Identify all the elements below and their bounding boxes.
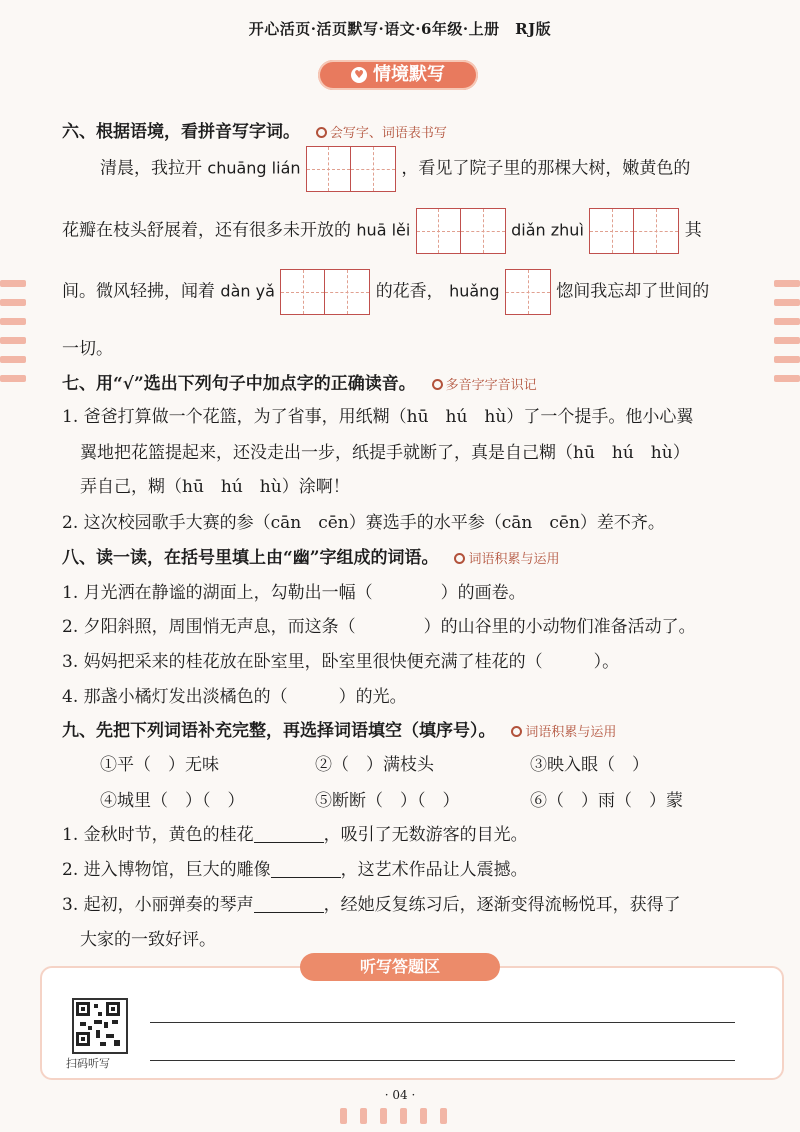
answer-box[interactable] (505, 269, 551, 315)
pinyin: diǎn zhuì (511, 220, 584, 240)
qr-code-label: 扫码听写 (66, 1057, 110, 1070)
section-9-title (62, 716, 616, 741)
s6-line-3 (62, 269, 709, 315)
side-tab (0, 375, 26, 382)
side-tab (0, 356, 26, 363)
writing-line-1[interactable] (150, 1022, 735, 1023)
banner-label: 情境默写 (373, 64, 445, 85)
bottom-tab (440, 1108, 447, 1124)
s6-line-1 (100, 146, 690, 192)
section-9-title-text: 九、先把下列词语补充完整，再选择词语填空（填序号）。 (62, 721, 496, 741)
pinyin: chuāng lián (207, 158, 301, 178)
page-number: · 04 · (384, 1088, 416, 1102)
s9-q2 (62, 855, 528, 880)
s9-q3-cont: 大家的一致好评。 (80, 930, 216, 950)
side-tab (0, 337, 26, 344)
side-tab (774, 375, 800, 382)
s9-q1 (62, 820, 528, 845)
answer-blank[interactable] (271, 876, 341, 878)
side-tab (0, 280, 26, 287)
s8-q4: 4. 那盏小橘灯发出淡橘色的（ ）的光。 (62, 687, 407, 707)
section-banner (318, 60, 478, 90)
word-2: ②（ ）满枝头 (315, 755, 434, 775)
word-6: ⑥（ ）雨（ ）蒙 (530, 791, 683, 811)
text: 其 (684, 220, 702, 241)
text: 清晨，我拉开 (100, 158, 202, 179)
bottom-tab (400, 1108, 407, 1124)
side-tab (774, 280, 800, 287)
section-6-title-text: 六、根据语境，看拼音写字词。 (62, 122, 300, 142)
bottom-tab (380, 1108, 387, 1124)
answer-blank[interactable] (254, 911, 324, 913)
answer-blank[interactable] (254, 841, 324, 843)
answer-box[interactable] (416, 208, 506, 254)
s7-q2: 2. 这次校园歌手大赛的参（cān cēn）赛选手的水平参（cān cēn）差不齐。 (62, 513, 665, 533)
section-7-title-text: 七、用“√”选出下列句子中加点字的正确读音。 (62, 374, 416, 394)
section-7-title (62, 369, 537, 394)
section-9-tag (511, 725, 616, 740)
tag-icon (454, 553, 465, 564)
tag-text: 会写字、词语表书写 (329, 126, 447, 141)
text: 2. 进入博物馆，巨大的雕像 (62, 860, 271, 880)
tag-text: 多音字字音识记 (445, 378, 537, 393)
bottom-tab (340, 1108, 347, 1124)
section-7-tag (432, 378, 537, 393)
section-8-tag (454, 552, 559, 567)
answer-box[interactable] (280, 269, 370, 315)
s6-line-2 (62, 208, 702, 254)
s8-q2: 2. 夕阳斜照，周围悄无声息，而这条（ ）的山谷里的小动物们准备活动了。 (62, 617, 696, 637)
text: 的花香， (375, 281, 444, 302)
listening-answer-area (40, 966, 784, 1080)
pinyin: huā lěi (356, 220, 411, 240)
word-1: ①平（ ）无味 (100, 755, 219, 775)
bottom-tab (360, 1108, 367, 1124)
heart-icon: ♥ (351, 67, 367, 83)
answer-box[interactable] (589, 208, 679, 254)
s7-q1-line-1: 1. 爸爸打算做一个花篮，为了省事，用纸糊（hū hú hù）了一个提手。他小心翼 (62, 407, 694, 427)
page-header: 开心活页·活页默写·语文·6年级·上册 RJ版 (248, 20, 552, 38)
word-4: ④城里（ ）（ ） (100, 791, 245, 811)
side-tab (774, 299, 800, 306)
writing-line-2[interactable] (150, 1060, 735, 1061)
qr-code-graphic (74, 1000, 122, 1048)
tag-icon (316, 127, 327, 138)
word-5: ⑤断断（ ）（ ） (315, 791, 460, 811)
side-tab (774, 356, 800, 363)
text: ，看见了院子里的那棵大树，嫩黄色的 (401, 158, 691, 179)
tag-icon (511, 726, 522, 737)
text: ，经她反复练习后，逐渐变得流畅悦耳，获得了 (323, 895, 681, 915)
bottom-tab (420, 1108, 427, 1124)
s7-q1-line-3: 弄自己，糊（hū hú hù）涂啊！ (80, 477, 350, 497)
side-tab (774, 337, 800, 344)
qr-code-icon[interactable] (72, 998, 128, 1054)
text: 3. 起初，小丽弹奏的琴声 (62, 895, 254, 915)
s7-q1-line-2: 翼地把花篮提起来，还没走出一步，纸提手就断了，真是自己糊（hū hú hù） (80, 443, 690, 463)
text: 1. 金秋时节，黄色的桂花 (62, 825, 254, 845)
tag-text: 词语积累与运用 (468, 552, 560, 567)
pinyin: dàn yǎ (220, 281, 275, 301)
text: 惚间我忘却了世间的 (556, 281, 710, 302)
section-6-title (62, 117, 447, 142)
answer-box[interactable] (306, 146, 396, 192)
text: ，吸引了无数游客的目光。 (323, 825, 528, 845)
side-tab (0, 299, 26, 306)
side-tab (0, 318, 26, 325)
s8-q3: 3. 妈妈把采来的桂花放在卧室里，卧室里很快便充满了桂花的（ ）。 (62, 652, 620, 672)
s9-q3 (62, 890, 681, 915)
section-6-tag (316, 126, 447, 141)
section-8-title (62, 543, 560, 568)
word-3: ③映入眼（ ） (530, 755, 649, 775)
s8-q1: 1. 月光洒在静谧的湖面上，勾勒出一幅（ ）的画卷。 (62, 583, 526, 603)
side-tab (774, 318, 800, 325)
listening-area-title: 听写答题区 (300, 953, 500, 981)
s6-line-4: 一切。 (62, 339, 113, 359)
text: 间。微风轻拂，闻着 (62, 281, 215, 302)
tag-icon (432, 379, 443, 390)
section-8-title-text: 八、读一读，在括号里填上由“幽”字组成的词语。 (62, 548, 439, 568)
pinyin: huǎng (449, 281, 500, 301)
text: ，这艺术作品让人震撼。 (340, 860, 528, 880)
text: 花瓣在枝头舒展着，还有很多未开放的 (62, 220, 351, 241)
tag-text: 词语积累与运用 (525, 725, 617, 740)
